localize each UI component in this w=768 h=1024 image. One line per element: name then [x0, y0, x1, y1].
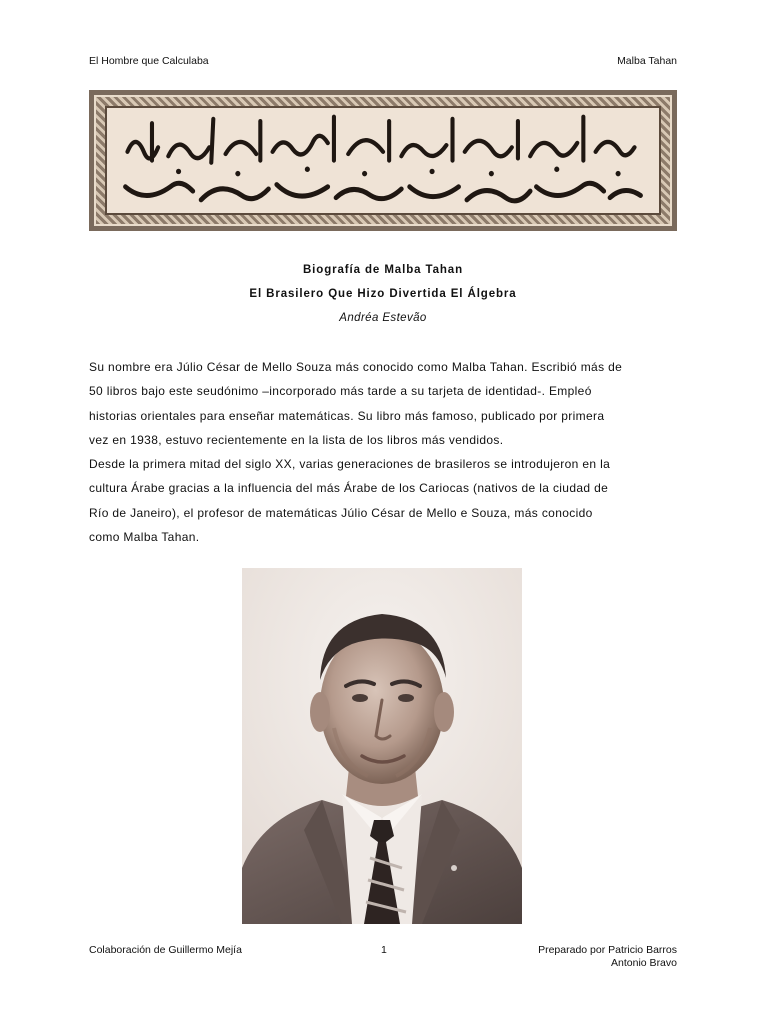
page-number: 1 [381, 944, 387, 956]
arabic-calligraphy-banner-icon [105, 106, 661, 215]
banner-ornamental-border [94, 95, 672, 226]
footer-collaboration: Colaboración de Guillermo Mejía [89, 944, 242, 956]
body-line: Desde la primera mitad del siglo XX, varias generaciones de brasileros se introdujeron en la [89, 457, 611, 472]
footer-prepared-line2: Antonio Bravo [611, 957, 677, 969]
portrait-drawing [242, 568, 522, 924]
calligraphy-drawing [107, 108, 659, 213]
header-author: Malba Tahan [617, 55, 677, 67]
header-book-title: El Hombre que Calculaba [89, 55, 209, 67]
body-line: como Malba Tahan. [89, 530, 200, 545]
article-titles [89, 263, 677, 325]
body-line: 50 libros bajo este seudónimo –incorporado más tarde a su tarjeta de identidad-. Empleó [89, 384, 592, 399]
body-paragraphs [89, 355, 689, 549]
footer-prepared-line1: Preparado por Patricio Barros [538, 944, 677, 956]
body-line: vez en 1938, estuvo recientemente en la lista de los libros más vendidos. [89, 432, 504, 447]
body-line: Su nombre era Júlio César de Mello Souza más conocido como Malba Tahan. Escribió más de [89, 360, 623, 374]
calligraphy-banner [89, 90, 677, 231]
body-line: historias orientales para enseñar matemáticas. Su libro más famoso, publicado por primera [89, 408, 605, 423]
body-line: Río de Janeiro), el profesor de matemáticas Júlio César de Mello e Souza, más conocido [89, 505, 593, 520]
footer-prepared-by [538, 944, 677, 970]
running-header [89, 55, 677, 69]
article-title: Biografía de Malba Tahan [302, 264, 464, 276]
body-line: cultura Árabe gracias a la influencia del más Árabe de los Cariocas (nativos de la ciudad de [89, 481, 609, 496]
article-author: Andréa Estevão [339, 312, 427, 324]
article-subtitle: El Brasilero Que Hizo Divertida El Álgebra [249, 288, 517, 300]
portrait-photo-icon [242, 568, 522, 924]
